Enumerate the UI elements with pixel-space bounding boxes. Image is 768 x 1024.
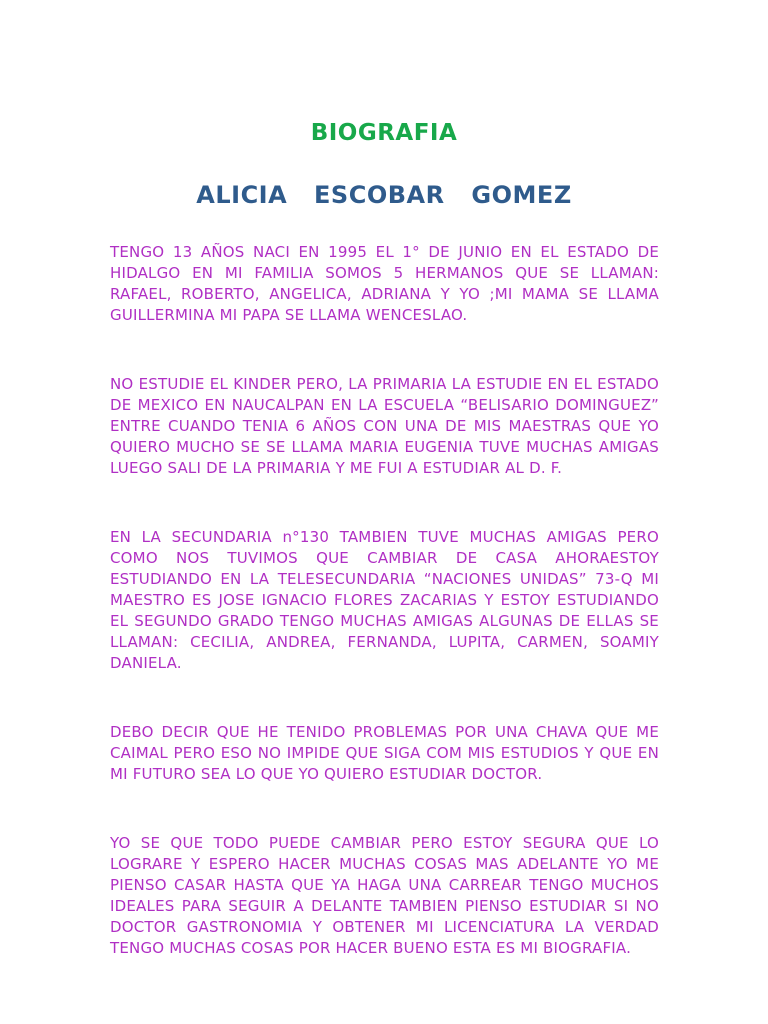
paragraph-family: TENGO 13 AÑOS NACI EN 1995 EL 1° DE JUNIO EN EL ESTADO DE HIDALGO EN MI FAMILIA SOMOS 5 HERMANOS QUE SE LLAMAN: RAFAEL, ROBERTO, ANGELICA, ADRIANA Y YO ;MI MAMA SE LLAMA GUILLERMINA MI PAPA SE LLAMA WENCESLAO. bbox=[110, 243, 659, 324]
author-name: ALICIA ESCOBAR GOMEZ bbox=[196, 181, 572, 209]
paragraph-secondary-school: EN LA SECUNDARIA n°130 TAMBIEN TUVE MUCHAS AMIGAS PERO COMO NOS TUVIMOS QUE CAMBIAR DE CASA AHORAESTOY ESTUDIANDO EN LA TELESECUNDARIA “NACIONES UNIDAS” 73-Q MI MAESTRO ES JOSE IGNACIO FLORES ZACARIAS Y ESTOY ESTUDIANDO EL SEGUNDO GRADO TENGO MUCHAS AMIGAS ALGUNAS DE ELLAS SE LLAMAN: CECILIA, ANDREA, FERNANDA, LUPITA, CARMEN, SOAMIY DANIELA. bbox=[110, 528, 659, 672]
paragraph-future: YO SE QUE TODO PUEDE CAMBIAR PERO ESTOY SEGURA QUE LO LOGRARE Y ESPERO HACER MUCHAS COSAS MAS ADELANTE YO ME PIENSO CASAR HASTA QUE YA HAGA UNA CARREAR TENGO MUCHOS IDEALES PARA SEGUIR A DELANTE TAMBIEN PIENSO ESTUDIAR SI NO DOCTOR GASTRONOMIA Y OBTENER MI LICENCIATURA LA VERDAD TENGO MUCHAS COSAS POR HACER BUENO ESTA ES MI BIOGRAFIA. bbox=[110, 834, 659, 957]
paragraph-primary-school: NO ESTUDIE EL KINDER PERO, LA PRIMARIA LA ESTUDIE EN EL ESTADO DE MEXICO EN NAUCALPAN EN LA ESCUELA “BELISARIO DOMINGUEZ” ENTRE CUANDO TENIA 6 AÑOS CON UNA DE MIS MAESTRAS QUE YO QUIERO MUCHO SE SE LLAMA MARIA EUGENIA TUVE MUCHAS AMIGAS LUEGO SALI DE LA PRIMARIA Y ME FUI A ESTUDIAR AL D. F. bbox=[110, 375, 659, 477]
document-title: BIOGRAFIA bbox=[310, 120, 458, 146]
paragraph-problems: DEBO DECIR QUE HE TENIDO PROBLEMAS POR UNA CHAVA QUE ME CAIMAL PERO ESO NO IMPIDE QUE SIGA COM MIS ESTUDIOS Y QUE EN MI FUTURO SEA LO QUE YO QUIERO ESTUDIAR DOCTOR. bbox=[110, 723, 659, 783]
